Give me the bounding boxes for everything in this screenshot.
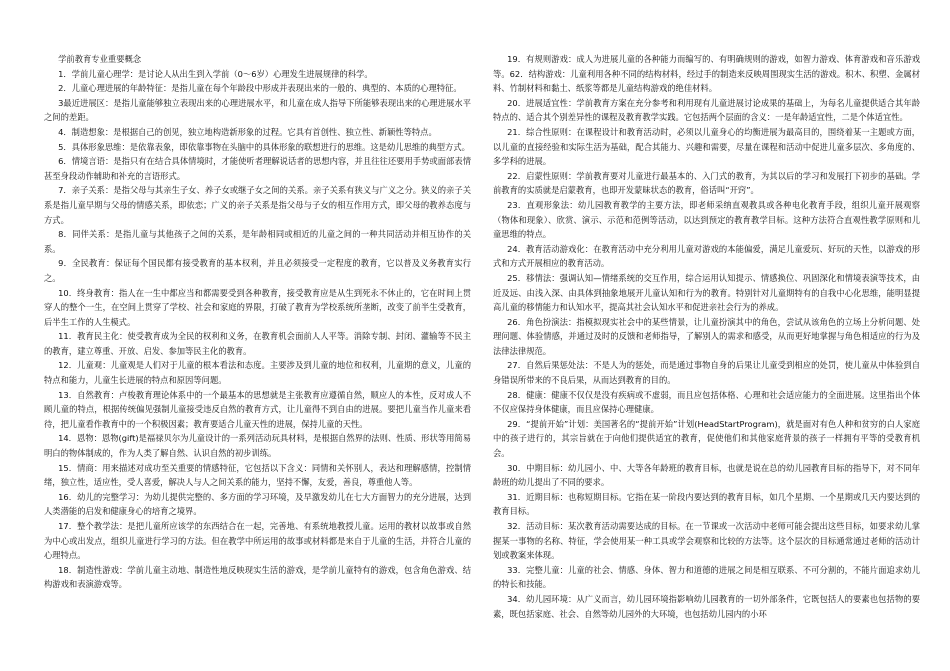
entry: 8．同伴关系：是指儿童与其他孩子之间的关系，是年龄相同或相近的儿童之间的一种共同活动并相互协作的关系。	[44, 229, 471, 254]
entry: 34．幼儿园环境：从广义而言，幼儿园环境指影响幼儿园教育的一切外部条件，它既包括人的要素也包括物的要素，既包括家庭、社会、自然等幼儿园外的大环境，也包括幼儿园内的小环	[493, 593, 920, 619]
left-column	[44, 52, 471, 665]
entry: 10．终身教育：指人在一生中都应当和都需要受到各种教育，接受教育应是从生到死永不休止的，它在时间上贯穿人的整个一生，在空间上贯穿了学校、社会和家庭的界限，打破了教育为学校系统所垄断，改变了前半生受教育，后半生工作的人生模式。	[44, 287, 471, 327]
entry: 7．亲子关系：是指父母与其亲生子女、养子女或继子女之间的关系。亲子关系有狭义与广义之分。狭义的亲子关系是指儿童早期与父母的情感关系，即依恋；广义的亲子关系是指父母与子女的相互作用方式，即父母的教养态度与方式。	[44, 185, 471, 225]
entry: 16．幼儿的完整学习：为幼儿提供完整的、多方面的学习环境，及早激发幼儿在七大方面智力的充分进展，达到人类潜能的启发和健康身心的培育之境界。	[44, 491, 471, 517]
entry: 6．情境言语：是指只有在结合具体情境时，才能使听者理解说话者的思想内容，并且往往还要用手势或面部表情甚至身段动作辅助和补充的言语形式。	[44, 156, 471, 181]
entry: 21．综合性原则：在课程设计和教育活动时，必须以儿童身心的均衡进展为最高目的，围绕着某一主题或方面，以儿童的直接经验和实际生活为基础，配合其能力、兴趣和需要，尽量在课程和活动中促进儿童多层次、多角度的、多学科的进展。	[493, 126, 920, 167]
entry: 20．进展适宜性：学前教育方案在充分参考和利用现有儿童进展讨论成果的基础上，为每名儿童提供适合其年龄特点的、适合其个别差异性的课程及教育教学实践。它包括两个层面的含义：一是年龄适宜性，二是个体适宜性。	[493, 97, 920, 123]
entry: 27．自然后果惩处法：不是人为的惩处，而是通过事物自身的后果让儿童受到相应的处罚，使儿童从中体验到自身错误所带来的不良后果，从而达到教育的目的。	[493, 360, 920, 386]
entry: 26．角色扮演法：指模拟现实社会中的某些情景，让儿童扮演其中的角色，尝试从该角色的立场上分析问题、处理问题、体验情感，并通过及时的反馈和老师指导，了解别人的需求和感受，从而更好地掌握与角色相适应的行为及法律法律规范。	[493, 316, 920, 356]
entry: 14．恩物：恩物(gift)是福禄贝尔为儿童设计的一系列活动玩具材料，是根据自然界的法则、性质、形状等用简易明白的物体制成的，作为人类了解自然、认识自然的初步训练。	[44, 433, 471, 459]
entry: 2．儿童心理进展的年龄特征：是指儿童在每个年龄段中形成并表现出来的一般的、典型的、本质的心理特征。	[58, 83, 462, 94]
entry: 13．自然教育：卢梭教育理论体系中的一个最基本的思想就是主张教育应遵循自然，顺应人的本性，反对成人不顾儿童的特点，根据传统偏见强制儿童接受违反自然的教育方式，让儿童得不到自由的进展。要把儿童当作儿童来看待，把儿童看作教育中的一个积极因素；教育要适合儿童天性的进展，保持儿童的天性。	[44, 389, 471, 429]
entry: 15．情商：用来描述对成功至关重要的情感特征，它包括以下含义：同情和关怀别人，表达和理解感情，控制情绪，独立性，适应性，受人喜爱，解决人与人之间关系的能力，坚持不懈，友爱，善良，尊重他人等。	[44, 462, 471, 488]
entry: 12．儿童观：儿童观是人们对于儿童的根本看法和态度。主要涉及到儿童的地位和权利，儿童期的意义，儿童的特点和能力，儿童生长进展的特点和原因等问题。	[44, 360, 471, 386]
entry: 11．教育民主化：使受教育成为全民的权利和义务，在教育机会面前人人平等。消除专制、封闭、灌输等不民主的教育，建立尊重、开放、启发、参加等民主化的教育。	[44, 331, 471, 356]
right-column	[493, 52, 920, 665]
entry: 28．健康：健康不仅仅是没有疾病或不虚弱，而且应包括体格、心理和社会适应能力的全面进展。这里指出个体不仅应保持身体健康，而且应保持心理健康。	[493, 389, 920, 415]
entry: 3最近进展区：是指儿童能够独立表现出来的心理进展水平，和儿童在成人指导下所能够表现出来的心理进展水平之间的差距。	[44, 97, 471, 123]
entry: 22．启蒙性原则：学前教育要对儿童进行最基本的、入门式的教育，为其以后的学习和发展打下初步的基础。学前教育的实质就是启蒙教育，也即开发蒙昧状态的教育，俗话叫“开窍”。	[493, 170, 920, 196]
entry: 4．制造想象：是根据自己的创见，独立地构造新形象的过程。它具有首创性、独立性、新颖性等特点。	[58, 126, 437, 137]
entry: 33．完整儿童：儿童的社会、情感、身体、智力和道德的进展之间是相互联系、不可分割的，不能片面追求幼儿的特长和技能。	[493, 564, 920, 590]
left-entries	[44, 67, 471, 592]
entry: 30．中期目标：幼儿园小、中、大等各年龄班的教育目标，也就是说在总的幼儿园教育目标的指导下，对不同年龄班的幼儿提出了不同的要求。	[493, 462, 920, 488]
entry: 24．教育活动游戏化：在教育活动中充分利用儿童对游戏的本能偏爱，满足儿童爱玩、好玩的天性，以游戏的形式和方式开展相应的教育活动。	[493, 243, 920, 269]
entry: 29．“提前开始”计划：美国著名的“提前开始”计划(HeadStartProgram)，就是面对有色人种和贫穷的白人家庭中的孩子进行的，其宗旨就在于向他们提供适宜的教育，促使他们和其他家庭背景的孩子一样拥有平等的受教育机会。	[493, 418, 920, 459]
entry: 25．移情法：强调认知—情绪系统的交互作用，综合运用认知提示、情感换位、巩固深化和情境表演等技术，由近及远、由浅入深、由具体到抽象地展开儿童认知和行为的教育。特别针对儿童期特有的自我中心化思维，能明显提高儿童的移情能力和认知水平，提高其社会认知水平和促进亲社会行为的养成。	[493, 272, 920, 313]
entry: 9．全民教育：保证每个国民都有接受教育的基本权利，并且必须接受一定程度的教育，它以普及义务教育实行之。	[44, 258, 471, 283]
document-title: 学前教育专业重要概念	[58, 54, 142, 64]
entry: 1．学前儿童心理学：是讨论人从出生到入学前（0～6岁）心理发生进展规律的科学。	[58, 68, 373, 79]
entry: 23．直观形象法：幼儿园教育教学的主要方法，即老师采纳直观教具或各种电化教育手段，组织儿童开展观察（物体和现象）、欣赏、演示、示范和范例等活动，以达到预定的教育教学目标。这种方法符合直观性教学原则和儿童思维的特点。	[493, 199, 920, 240]
entry: 5．具体形象思维：是依靠表象，即依靠事物在头脑中的具体形象的联想进行的思维。这是幼儿思维的典型方式。	[58, 141, 470, 152]
entry: 17．整个教学法：是把儿童所应该学的东西结合在一起，完善地、有系统地教授儿童。运用的教材以故事或自然为中心或出发点，组织儿童进行学习的方法。但在教学中所运用的故事或材料都是来自于儿童的生活，并符合儿童的心理特点。	[44, 521, 471, 561]
entry: 18．制造性游戏：学前儿童主动地、制造性地反映现实生活的游戏，是学前儿童特有的游戏，包含角色游戏、结构游戏和表演游戏等。	[44, 564, 471, 590]
entry: 19．有规则游戏：成人为进展儿童的各种能力而编写的、有明确规则的游戏，如智力游戏、体育游戏和音乐游戏等。62．结构游戏：儿童利用各种不同的结构材料，经过手的制造来反映周围现实生活的游戏。积木、积塑、金属材料、竹制材料和黏土、纸浆等都是儿童结构游戏的绝佳材料。	[493, 54, 920, 94]
entry: 32．活动目标：某次教育活动需要达成的目标。在一节课或一次活动中老师可能会提出这些目标，如要求幼儿掌握某一事物的名称、特征，学会使用某一种工具或学会观察和比较的方法等。这个层次的目标通常通过老师的活动计划或教案来体现。	[493, 521, 920, 561]
entry: 31．近期目标：也称短期目标。它指在某一阶段内要达到的教育目标，如几个星期、一个星期或几天内要达到的教育目标。	[493, 491, 920, 517]
right-entries	[493, 52, 920, 621]
